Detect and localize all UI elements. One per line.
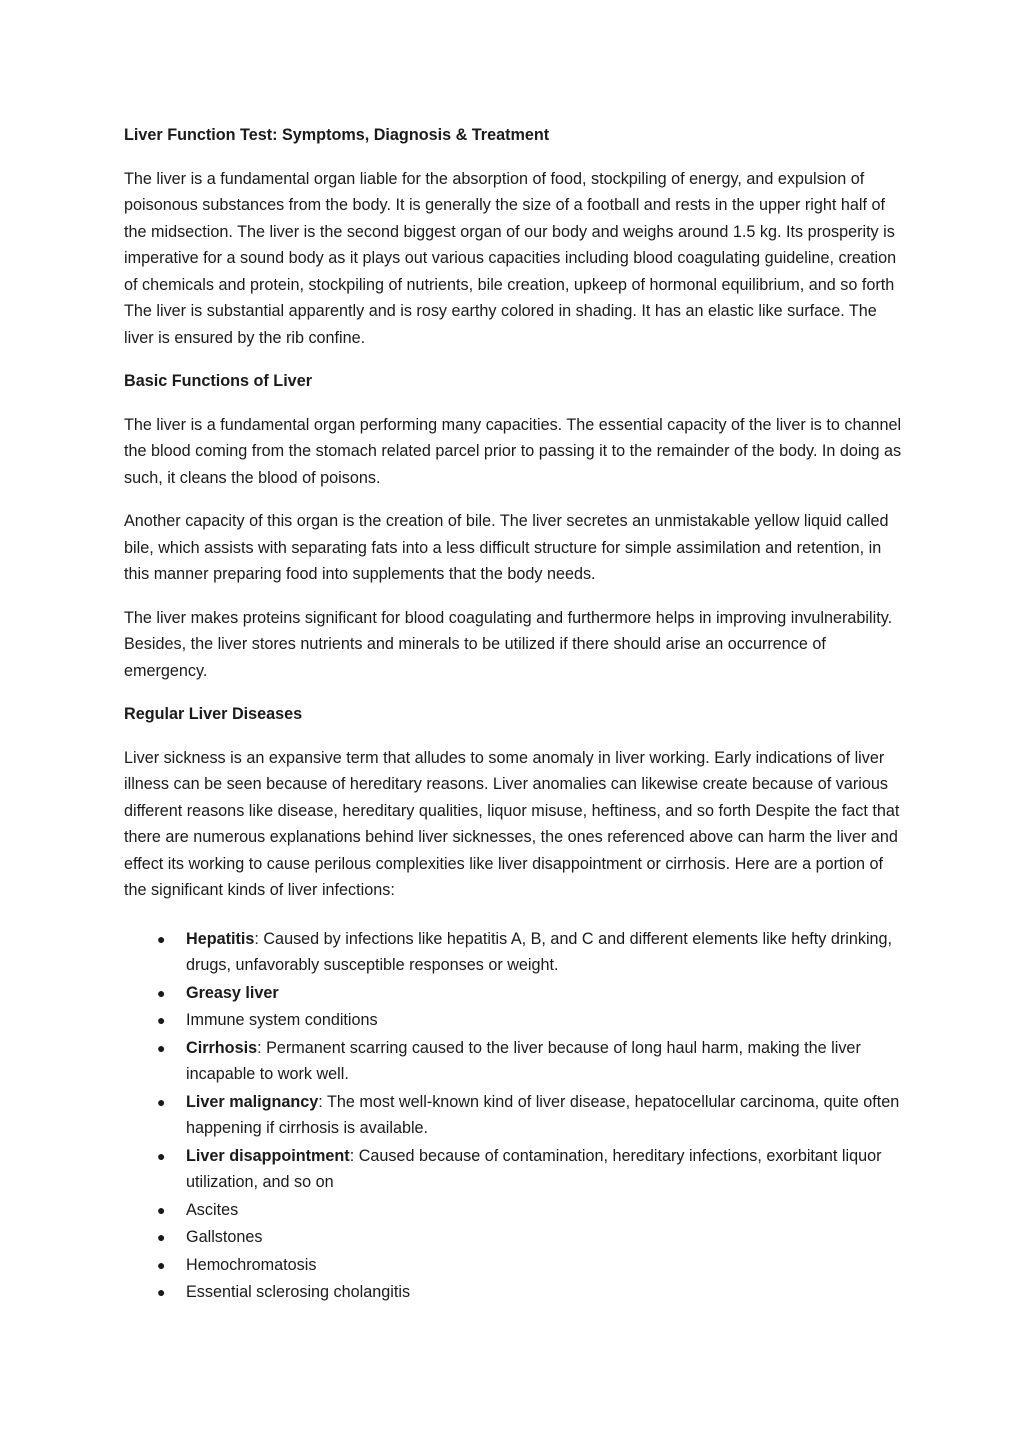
list-item xyxy=(124,1224,904,1251)
list-item-desc: : The most well-known kind of liver disease, hepatocellular carcinoma, quite often happening if cirrhosis is available. xyxy=(186,1092,900,1137)
section-heading-liver-diseases: Regular Liver Diseases xyxy=(124,705,303,723)
bullet-icon: ● xyxy=(157,1256,166,1273)
list-item xyxy=(124,1089,904,1142)
list-item-desc: Gallstones xyxy=(186,1228,263,1246)
bullet-icon: ● xyxy=(157,1284,166,1300)
bullet-icon: ● xyxy=(157,1147,166,1164)
list-item-desc: Hemochromatosis xyxy=(186,1255,317,1274)
list-item-desc: Ascites xyxy=(186,1200,239,1219)
list-item xyxy=(124,1035,904,1088)
bullet-icon: ● xyxy=(157,1012,166,1028)
list-item-desc: Essential sclerosing cholangitis xyxy=(186,1283,411,1301)
document-page xyxy=(124,122,904,1307)
intro-paragraph: The liver is a fundamental organ liable for the absorption of food, stockpiling of energy, and expulsion of poisonous substances from the body. It is generally the size of a football and rests in the upper right half of the midsection. The liver is the second biggest organ of our body and weighs around 1.5 kg. Its prosperity is imperative for a sound body as it plays out various capacities including blood coagulating guideline, creation of chemicals and protein, stockpiling of nutrients, bile creation, upkeep of hormonal equilibrium, and so forth The liver is substantial apparently and is rosy earthy colored in shading. It has an elastic like surface. The liver is ensured by the rib confine. xyxy=(124,169,897,347)
bullet-icon: ● xyxy=(157,930,166,947)
list-item-desc: : Permanent scarring caused to the liver because of long haul harm, making the liver incapable to work well. xyxy=(186,1038,861,1083)
list-item-term: Liver malignancy xyxy=(186,1092,319,1111)
bullet-icon: ● xyxy=(157,984,166,1001)
basic-functions-paragraph: The liver is a fundamental organ performing many capacities. The essential capacity of the liver is to channel the blood coming from the stomach related parcel prior to passing it to the remainder of the body. In doing as such, it cleans the blood of poisons. xyxy=(124,415,902,487)
list-item-desc: : Caused by infections like hepatitis A, B, and C and different elements like hefty drinking, drugs, unfavorably susceptible responses or weight. xyxy=(186,929,893,974)
list-item-desc: : Caused because of contamination, hereditary infections, exorbitant liquor utilization, and so on xyxy=(186,1146,882,1191)
list-item-desc: Immune system conditions xyxy=(186,1011,378,1029)
basic-functions-paragraph: Another capacity of this organ is the creation of bile. The liver secretes an unmistakable yellow liquid called bile, which assists with separating fats into a less difficult structure for simple assimilation and retention, in this manner preparing food into supplements that the body needs. xyxy=(124,512,889,583)
document-title: Liver Function Test: Symptoms, Diagnosis & Treatment xyxy=(124,126,550,144)
list-item xyxy=(124,926,904,979)
list-item xyxy=(124,1143,904,1196)
list-item xyxy=(124,1252,904,1279)
list-item-term: Liver disappointment xyxy=(186,1146,350,1165)
list-item-term: Greasy liver xyxy=(186,983,279,1002)
bullet-icon: ● xyxy=(157,1039,166,1056)
bullet-icon: ● xyxy=(157,1093,166,1110)
bullet-icon: ● xyxy=(157,1229,166,1245)
list-item-term: Cirrhosis xyxy=(186,1038,258,1057)
basic-functions-paragraph: The liver makes proteins significant for blood coagulating and furthermore helps in improving invulnerability. Besides, the liver stores nutrients and minerals to be utilized if there should arise an occurrence of emergency. xyxy=(124,608,893,680)
bullet-icon: ● xyxy=(157,1201,166,1218)
list-item xyxy=(124,980,904,1007)
liver-diseases-paragraph: Liver sickness is an expansive term that alludes to some anomaly in liver working. Early indications of liver illness can be seen because of hereditary reasons. Liver anomalies can likewise create because of various different reasons like disease, hereditary qualities, liquor misuse, heftiness, and so forth Despite the fact that there are numerous explanations behind liver sicknesses, the ones referenced above can harm the liver and effect its working to cause perilous complexities like liver disappointment or cirrhosis. Here are a portion of the significant kinds of liver infections: xyxy=(124,748,900,899)
list-item xyxy=(124,1197,904,1224)
section-heading-basic-functions: Basic Functions of Liver xyxy=(124,372,312,390)
list-item-term: Hepatitis xyxy=(186,929,255,948)
list-item xyxy=(124,1279,904,1306)
disease-list xyxy=(124,926,904,1306)
list-item xyxy=(124,1007,904,1034)
